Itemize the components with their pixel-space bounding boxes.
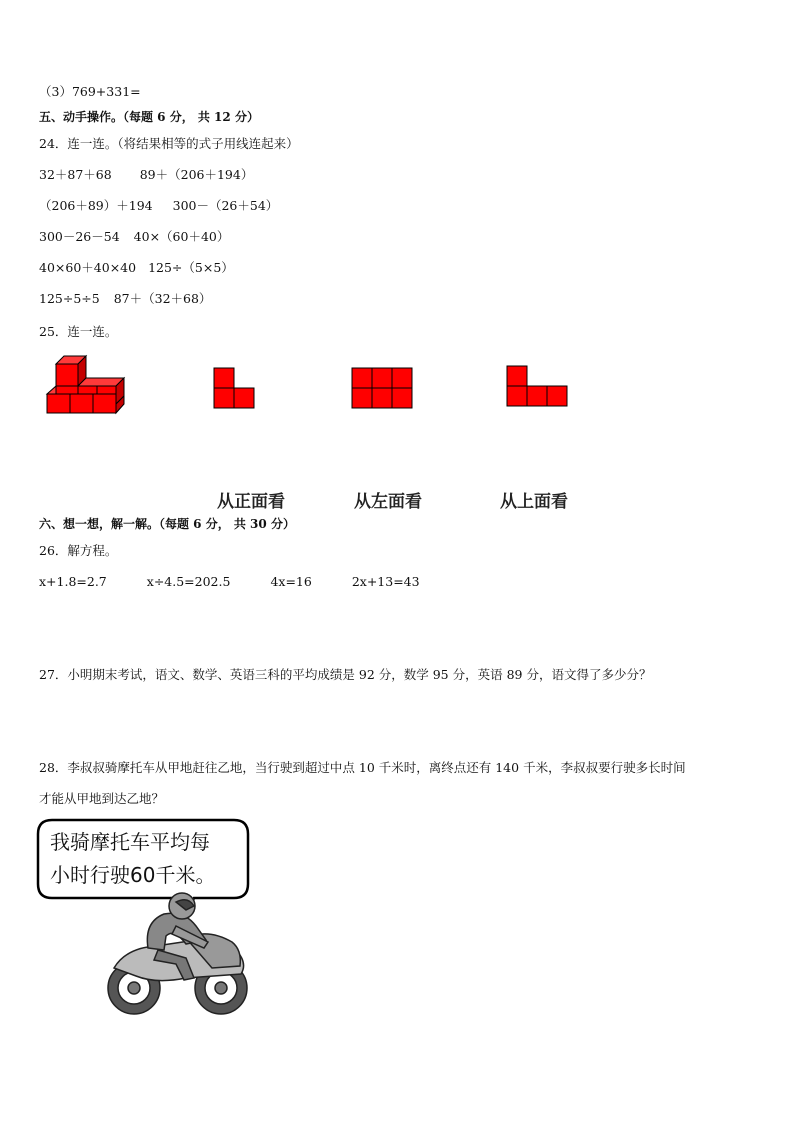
equation: 2x+13=43 bbox=[351, 574, 420, 589]
q24-right-expr: 300－（26＋54） bbox=[172, 198, 279, 213]
equation: 4x=16 bbox=[270, 574, 312, 589]
equation: x+1.8=2.7 bbox=[39, 574, 107, 589]
view-label-top: 从上面看 bbox=[500, 492, 568, 512]
equation: x÷4.5=202.5 bbox=[146, 574, 231, 589]
q26-title: 26．解方程。 bbox=[39, 543, 118, 558]
q28-line2: 才能从甲地到达乙地？ bbox=[39, 791, 165, 806]
q24-left-expr: 32＋87＋68 bbox=[39, 167, 112, 182]
q24-right-expr: 89＋（206＋194） bbox=[139, 167, 254, 182]
q24-left-expr: 300－26－54 bbox=[39, 229, 120, 244]
q24-left-expr: 40×60＋40×40 bbox=[39, 260, 137, 275]
bubble-text-line1: 我骑摩托车平均每 bbox=[50, 830, 210, 854]
view-shape-rect bbox=[352, 368, 412, 408]
q24-left-expr: 125÷5÷5 bbox=[39, 291, 100, 306]
rider-illustration bbox=[36, 818, 296, 1028]
view-label-front: 从正面看 bbox=[217, 492, 285, 512]
q24-row bbox=[39, 291, 211, 307]
q25-title: 25．连一连。 bbox=[39, 324, 118, 339]
bubble-text-line2: 小时行驶60千米。 bbox=[50, 863, 216, 887]
section6-heading: 六、想一想，解一解。（每题 6 分， 共 30 分） bbox=[39, 517, 295, 531]
speech-bubble bbox=[38, 820, 248, 916]
q28-line1: 28．李叔叔骑摩托车从甲地赶往乙地，当行驶到超过中点 10 千米时，离终点还有 140 千米，李叔叔要行驶多长时间 bbox=[39, 760, 686, 775]
q23-part3: （3）769+331= bbox=[39, 84, 141, 99]
q24-row bbox=[39, 260, 234, 276]
q24-row bbox=[39, 229, 229, 245]
q24-row bbox=[39, 167, 253, 183]
q24-row bbox=[39, 198, 278, 214]
q24-left-expr: （206＋89）＋194 bbox=[39, 198, 153, 213]
q26-equations bbox=[39, 574, 420, 590]
q24-right-expr: 87＋（32＋68） bbox=[113, 291, 212, 306]
cube-views bbox=[0, 350, 794, 470]
q24-right-expr: 125÷（5×5） bbox=[148, 260, 234, 275]
cube-solid-3d-clean bbox=[47, 356, 124, 413]
q24-title: 24．连一连。（将结果相等的式子用线连起来） bbox=[39, 136, 299, 151]
view-shape-l bbox=[214, 368, 254, 408]
q27-text: 27．小明期末考试，语文、数学、英语三科的平均成绩是 92 分，数学 95 分，英语 89 分，语文得了多少分？ bbox=[39, 667, 652, 682]
view-label-left: 从左面看 bbox=[354, 492, 422, 512]
view-shape-wide-l bbox=[507, 366, 567, 406]
section5-heading: 五、动手操作。（每题 6 分， 共 12 分） bbox=[39, 110, 259, 124]
q24-right-expr: 40×（60＋40） bbox=[133, 229, 230, 244]
motorcycle-icon bbox=[108, 893, 247, 1014]
